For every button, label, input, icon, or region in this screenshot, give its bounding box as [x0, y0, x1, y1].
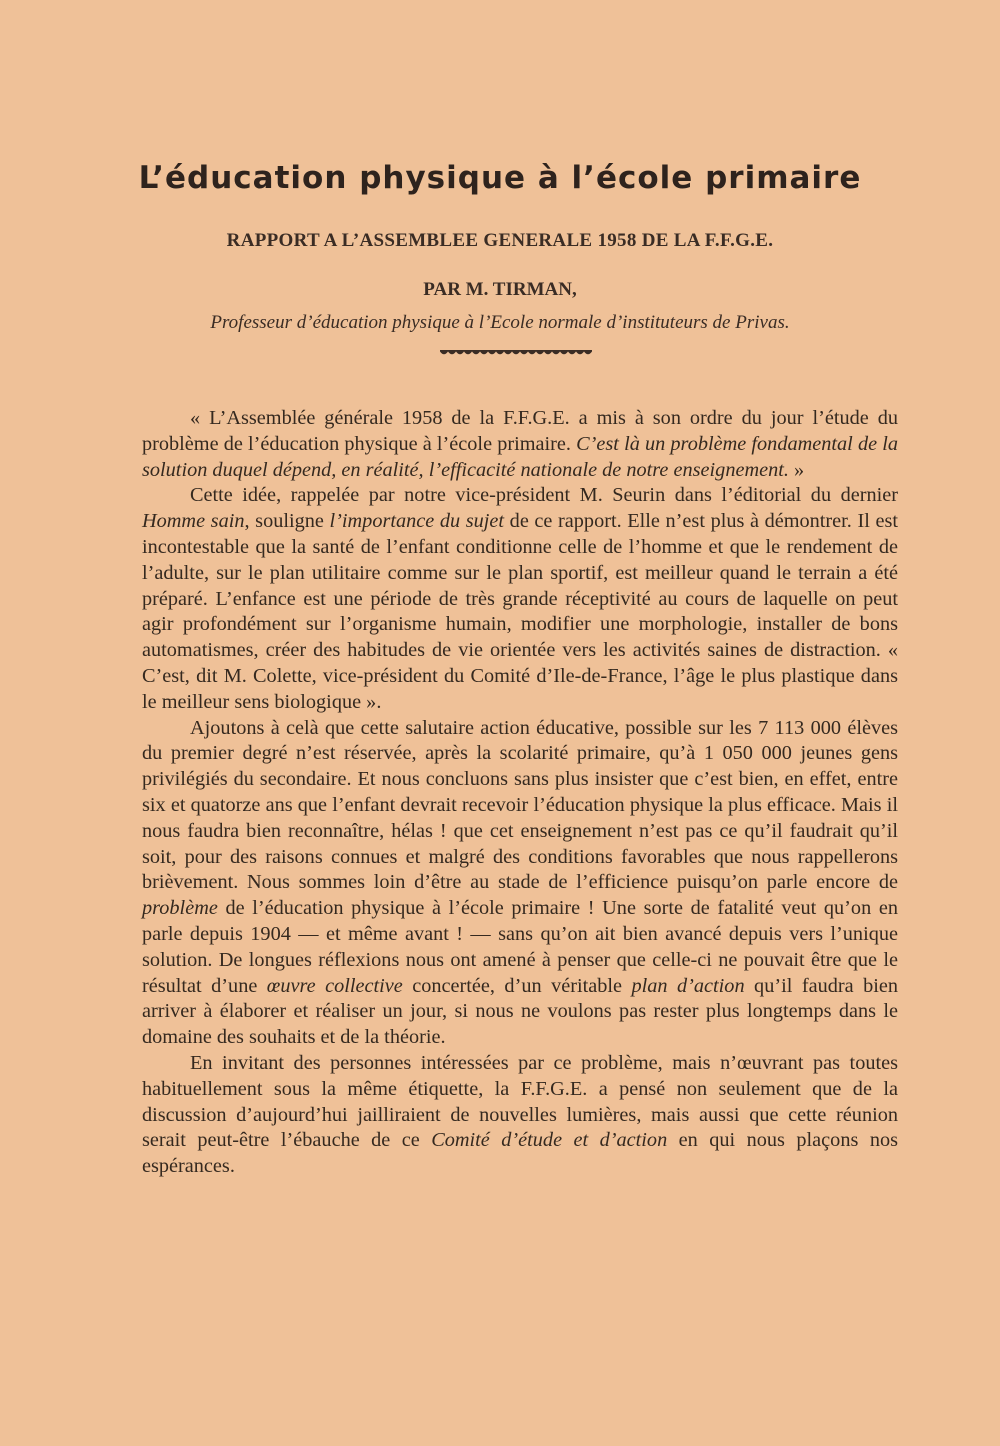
decorative-ornament: [440, 349, 592, 357]
italic-text: problème: [142, 897, 218, 920]
text-run: , souligne: [244, 510, 330, 533]
text-run: de ce rapport. Elle n’est plus à démontrer. Il est incontestable que la santé de l’enfant conditionne celle de l’homme et que le rendement de l’adulte, sur le plan utilitaire comme sur le plan sportif, est meilleur quand le terrain a été préparé. L’enfance est une période de très grande réceptivité au cours de laquelle on peut agir profondément sur l’organisme humain, modifier une morphologie, installer de bons automatismes, créer des habitudes de vie orientée vers les activités saines de distraction. « C’est, dit M. Colette, vice-président du Comité d’Ile-de-France, l’âge le plus plastique dans le meilleur sens biologique ».: [142, 510, 899, 713]
italic-text: Homme sain: [142, 510, 245, 533]
text-run: En invitant des personnes intéressées par ce problème, mais n’œuvrant pas toutes habituellement sous la même étiquette, la F.F.G.E. a pensé non seulement que de la discussion d’aujourd’hui jailliraient de nouvelles lumières, mais aussi que cette réunion serait peut-être l’ébauche de ce: [142, 1051, 898, 1152]
text-run: Ajoutons à celà que cette salutaire action éducative, possible sur les 7 113 000 élèves du premier degré n’est réservée, après la scolarité primaire, qu’à 1 050 000 jeunes gens privilégiés du secondaire. Et nous concluons sans plus insister que c’est bien, en effet, entre six et quatorze ans que l’enfant devrait recevoir l’éducation physique la plus efficace. Mais il nous faudra bien reconnaître, hélas ! que cet enseignement n’est pas ce qu’il faudrait qu’il soit, pour des raisons connues et malgré des conditions favorables que nous rappellerons brièvement. Nous sommes loin d’être au stade de l’efficience puisqu’on parle encore de: [142, 716, 898, 894]
text-run: Cette idée, rappelée par notre vice-président M. Seurin dans l’éditorial du dernier: [190, 484, 898, 507]
italic-text: l’importance du sujet: [329, 510, 505, 533]
body-paragraph: [142, 483, 898, 715]
article-title: L’éducation physique à l’école primaire: [138, 160, 862, 196]
body-paragraph: [142, 716, 898, 1051]
article-body: [142, 406, 898, 1180]
text-run: en qui nous plaçons nos espérances.: [142, 1129, 898, 1178]
italic-text: plan d’action: [631, 974, 745, 997]
text-run: de l’éducation physique à l’école primaire ! Une sorte de fatalité veut qu’on en parle depuis 1904 — et même avant ! — sans qu’on ait bien avancé depuis vers l’unique solution. De longues réflexions nous ont amené à penser que celle-ci ne pouvait être que le résultat d’une: [142, 897, 898, 997]
text-run: qu’il faudra bien arriver à élaborer et réaliser un jour, si nous ne voulons pas rester plus longtemps dans le domaine des souhaits et de la théorie.: [142, 974, 898, 1049]
italic-text: C’est là un problème fondamental de la solution duquel dépend, en réalité, l’efficacité nationale de notre enseignement.: [142, 432, 899, 481]
author-role: Professeur d’éducation physique à l’Ecole normale d’instituteurs de Privas.: [210, 312, 790, 333]
article-byline: PAR M. TIRMAN,: [423, 279, 577, 300]
italic-text: Comité d’étude et d’action: [431, 1129, 668, 1152]
text-run: »: [788, 458, 805, 481]
text-run: « L’Assemblée générale 1958 de la F.F.G.E. a mis à son ordre du jour l’étude du problème de l’éducation physique à l’école primaire.: [142, 407, 898, 455]
italic-text: œuvre collective: [266, 974, 403, 997]
text-run: concertée, d’un véritable: [402, 974, 632, 997]
body-paragraph: [142, 406, 898, 483]
body-paragraph: [142, 1051, 898, 1180]
article-subtitle: RAPPORT A L’ASSEMBLEE GENERALE 1958 DE LA F.F.G.E.: [226, 230, 774, 251]
